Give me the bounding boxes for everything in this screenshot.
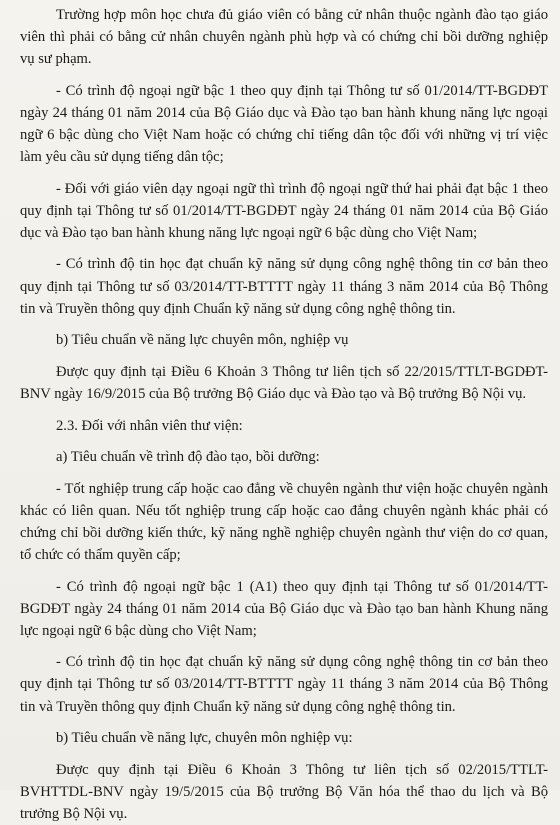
paragraph-professional-standard-reference: Được quy định tại Điều 6 Khoản 3 Thông tư liên tịch số 22/2015/TTLT-BGDĐT-BNV ngày 16/9/2015 của Bộ trưởng Bộ Giáo dục và Đào tạo và Bộ trưởng Bộ Nội vụ. [20,363,548,402]
section-heading-librarian: 2.3. Đối với nhân viên thư viện: [56,417,243,434]
paragraph-library-professional-heading: b) Tiêu chuẩn về năng lực, chuyên môn nghiệp vụ: [56,730,353,747]
paragraph-training-standard-heading: a) Tiêu chuẩn về trình độ đào tạo, bồi dưỡng: [56,449,320,466]
paragraph-teacher-degree-exception: Trường hợp môn học chưa đủ giáo viên có bằng cử nhân thuộc ngành đào tạo giáo viên thì phải có bằng cử nhân chuyên ngành phù hợp và có chứng chỉ bồi dưỡng nghiệp vụ sư phạm. [20,7,548,68]
paragraph-foreign-language-requirement: - Có trình độ ngoại ngữ bậc 1 theo quy định tại Thông tư số 01/2014/TT-BGDĐT ngày 24 tháng 01 năm 2014 của Bộ Giáo dục và Đào tạo ban hành khung năng lực ngoại ngữ 6 bậc dùng cho Việt Nam hoặc có chứng chỉ tiếng dân tộc đối với những vị trí việc làm yêu cầu sử dụng tiếng dân tộc; [20,82,548,166]
paragraph-library-it-requirement: - Có trình độ tin học đạt chuẩn kỹ năng sử dụng công nghệ thông tin cơ bản theo quy định tại Thông tư số 03/2014/TT-BTTTT ngày 11 tháng 3 năm 2014 của Bộ Thông tin và Truyền thông quy định Chuẩn kỹ năng sử dụng công nghệ thông tin. [20,654,548,715]
paragraph-library-degree-requirement: - Tốt nghiệp trung cấp hoặc cao đẳng về chuyên ngành thư viện hoặc chuyên ngành khác có liên quan. Nếu tốt nghiệp trung cấp hoặc cao đẳng chuyên ngành khác phải có chứng chỉ bồi dưỡng kiến thức, kỹ năng nghề nghiệp chuyên ngành thư viện do cơ quan, tổ chức có thẩm quyền cấp; [20,480,548,563]
paragraph-it-requirement: - Có trình độ tin học đạt chuẩn kỹ năng sử dụng công nghệ thông tin cơ bản theo quy định tại Thông tư số 03/2014/TT-BTTTT ngày 11 tháng 3 năm 2014 của Bộ Thông tin và Truyền thông quy định Chuẩn kỹ năng sử dụng công nghệ thông tin. [20,256,548,317]
paragraph-second-language-requirement: - Đối với giáo viên dạy ngoại ngữ thì trình độ ngoại ngữ thứ hai phải đạt bậc 1 theo quy định tại Thông tư số 01/2014/TT-BGDĐT ngày 24 tháng 01 năm 2014 của Bộ Giáo dục và Đào tạo ban hành khung năng lực ngoại ngữ 6 bậc dùng cho Việt Nam; [20,180,548,241]
paragraph-library-professional-reference: Được quy định tại Điều 6 Khoản 3 Thông tư liên tịch số 02/2015/TTLT-BVHTTDL-BNV ngày 19/5/2015 của Bộ trưởng Bộ Văn hóa thể thao du lịch và Bộ trưởng Bộ Nội vụ. [20,761,548,822]
paragraph-library-language-requirement: - Có trình độ ngoại ngữ bậc 1 (A1) theo quy định tại Thông tư số 01/2014/TT-BGDĐT ngày 24 tháng 01 năm 2014 của Bộ Giáo dục và Đào tạo ban hành Khung năng lực ngoại ngữ 6 bậc dùng cho Việt Nam; [20,578,548,639]
paragraph-professional-standard-heading: b) Tiêu chuẩn về năng lực chuyên môn, nghiệp vụ [56,332,349,349]
